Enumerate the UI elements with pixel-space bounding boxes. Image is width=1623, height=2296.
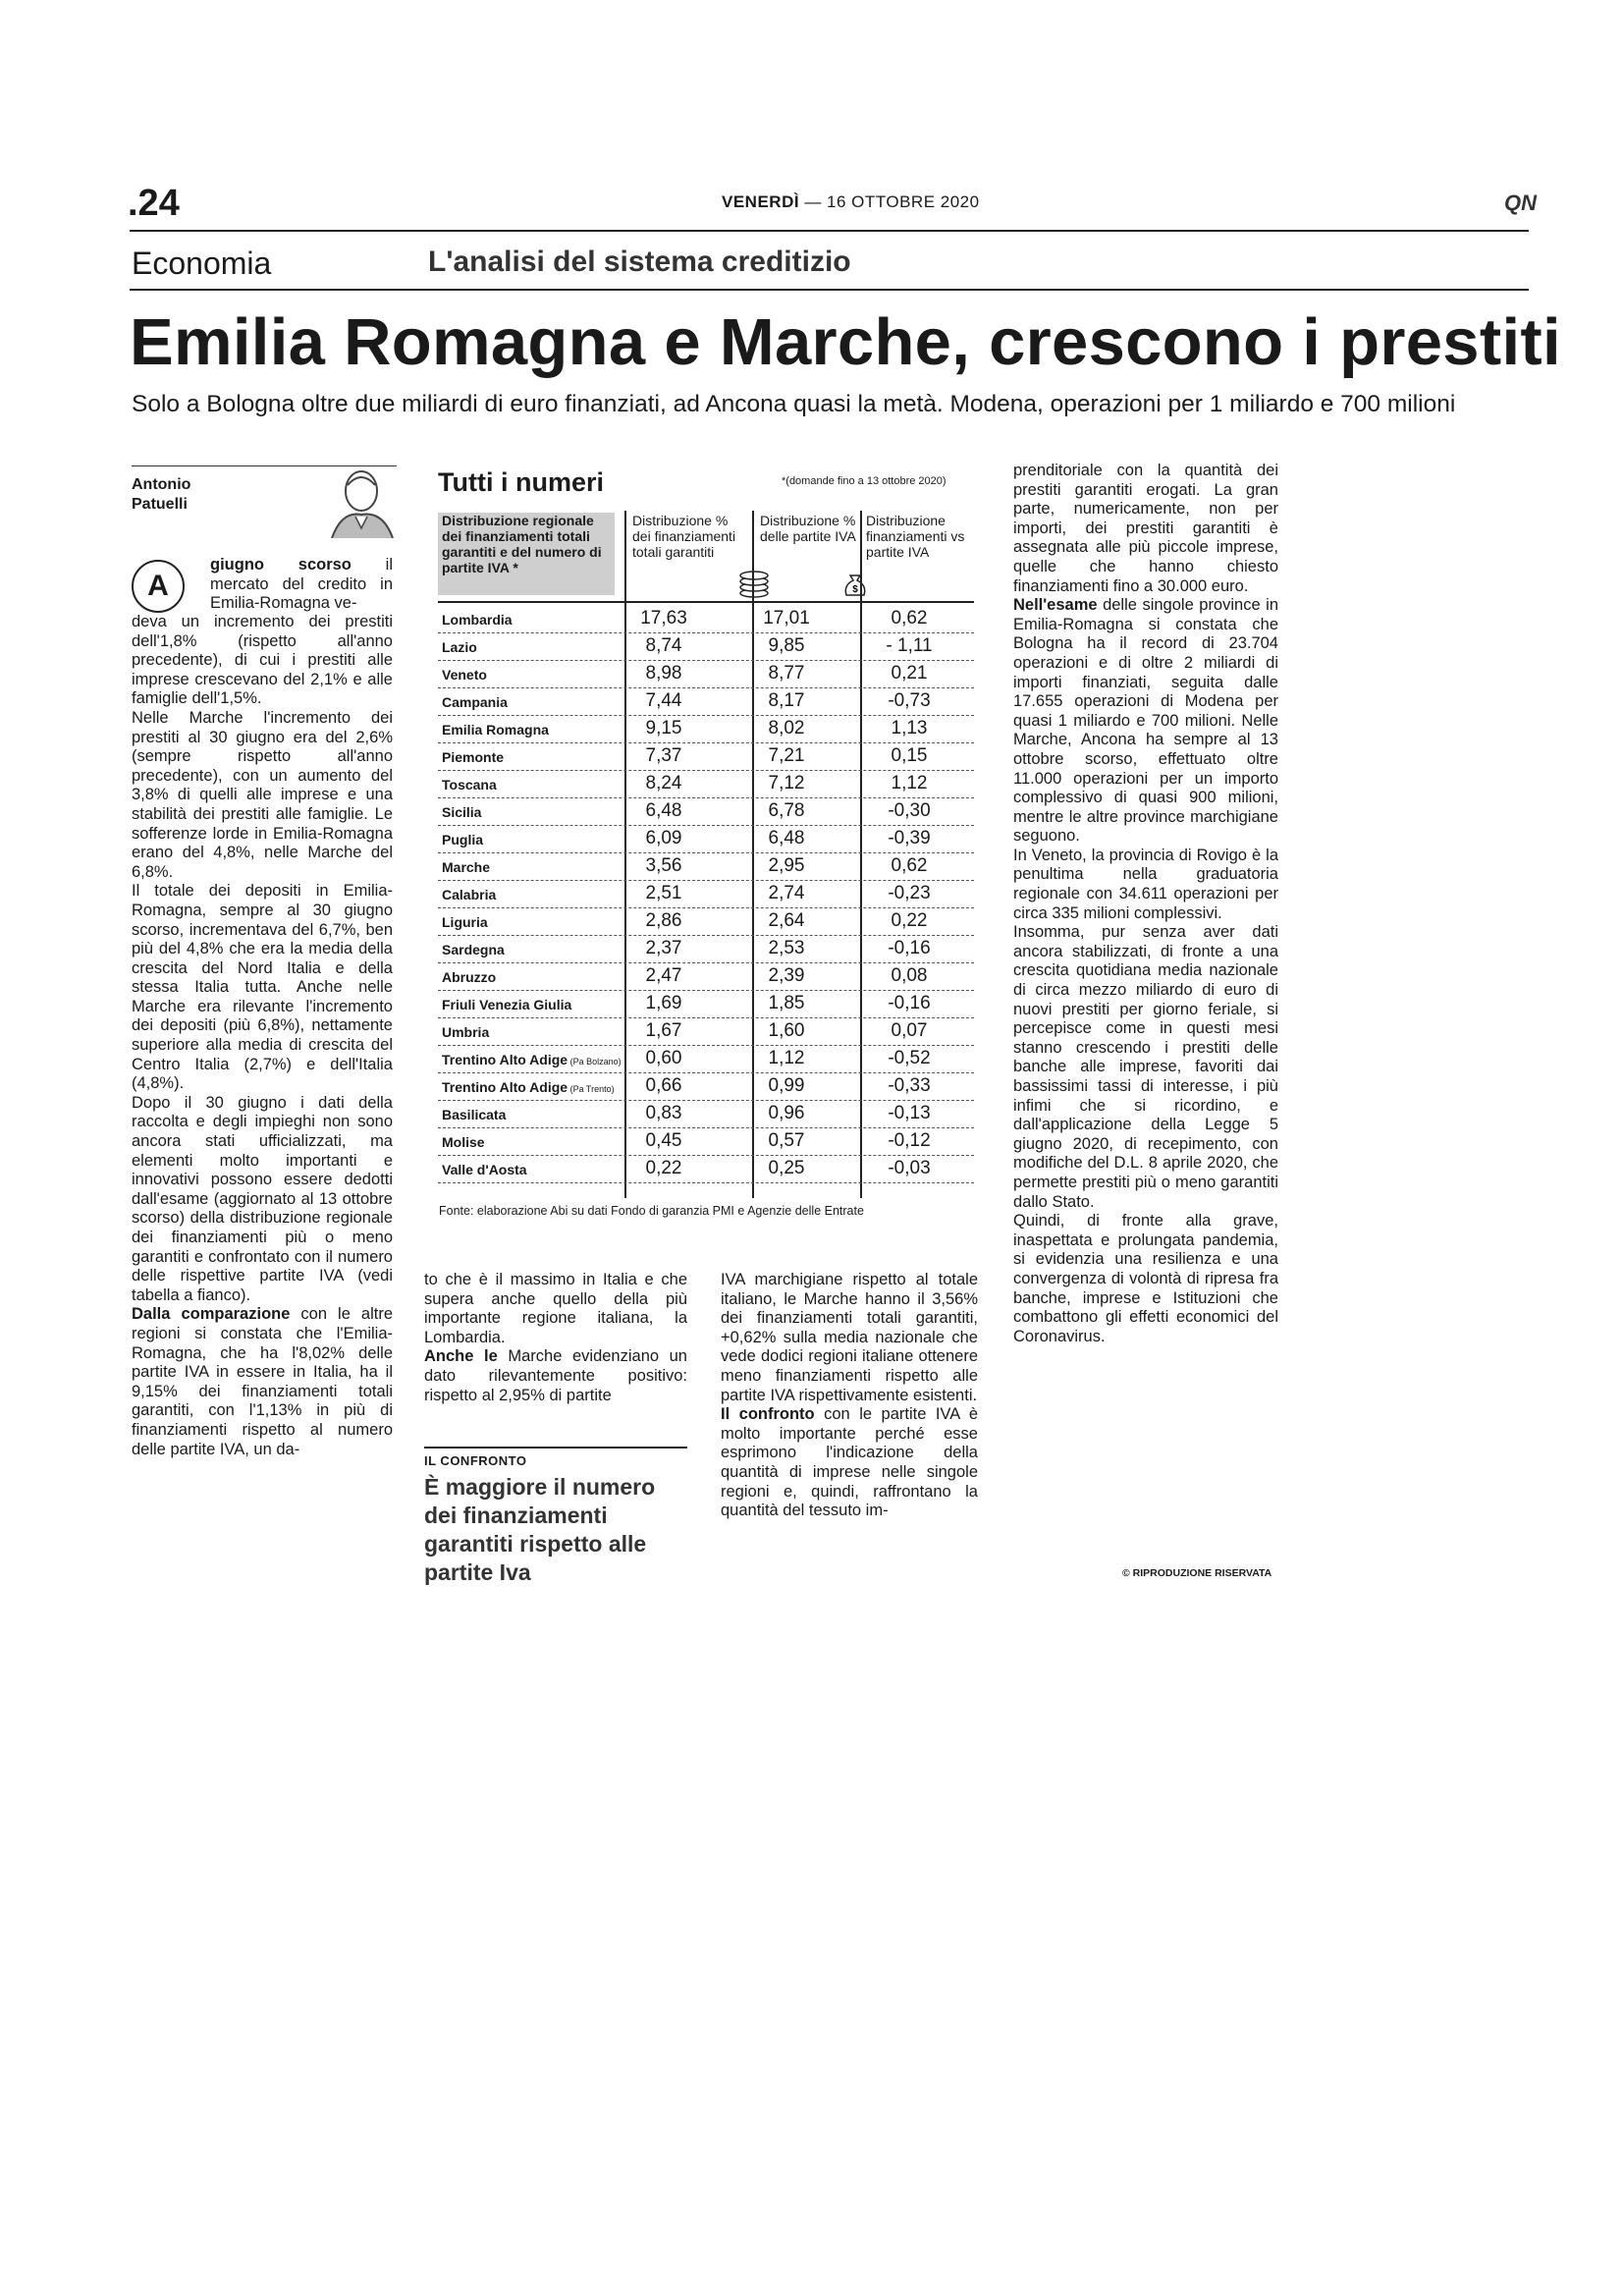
- row-diff: - 1,11: [886, 635, 933, 656]
- table-header-col-a: Distribuzione % dei finanziamenti totali garantiti: [632, 513, 736, 560]
- row-diff: -0,16: [888, 993, 931, 1013]
- row-diff: 0,15: [891, 745, 928, 766]
- row-region: Umbria: [442, 1024, 490, 1040]
- row-region: Emilia Romagna: [442, 722, 549, 738]
- row-fin-pct: 17,63: [640, 608, 687, 629]
- row-fin-pct: 8,98: [645, 663, 682, 683]
- row-region: Friuli Venezia Giulia: [442, 997, 572, 1012]
- row-iva-pct: 8,02: [768, 718, 805, 738]
- qn-logo-icon: [1502, 189, 1557, 216]
- row-fin-pct: 0,45: [645, 1130, 682, 1151]
- row-fin-pct: 0,22: [645, 1158, 682, 1178]
- row-fin-pct: 6,48: [645, 800, 682, 821]
- row-diff: -0,73: [888, 690, 931, 711]
- col4-p2: Nell'esame delle singole province in Emilia-Romagna si constata che Bologna ha il record di 23.704 operazioni e di oltre 2 miliardi di importi finanziati, seguita dalle 17.655 operazioni di Modena per quasi 1 miliardo e 700 milioni. Nelle Marche, Ancona ha sempre al 13 ottobre scorso, effettuato oltre 11.000 operazioni per un importo complessivo di quasi 900 milioni, mentre le altre province marchigiane seguono.: [1013, 596, 1278, 846]
- col4-p3: In Veneto, la provincia di Rovigo è la penultima nella graduatoria regionale con 34.611 operazioni per circa 335 milioni complessivi.: [1013, 846, 1278, 922]
- row-fin-pct: 9,15: [645, 718, 682, 738]
- header-rule: [130, 289, 1529, 291]
- row-iva-pct: 1,85: [768, 993, 805, 1013]
- row-iva-pct: 6,48: [768, 828, 805, 848]
- box-title: È maggiore il numero dei finanziamenti garantiti rispetto alle partite Iva: [424, 1474, 656, 1585]
- box-label: IL CONFRONTO: [424, 1453, 527, 1468]
- row-fin-pct: 8,74: [645, 635, 682, 656]
- row-fin-pct: 1,69: [645, 993, 682, 1013]
- table-header-region: Distribuzione regionale dei finanziamenti totali garantiti e del numero di partite IVA *: [442, 513, 602, 575]
- article-column-4: [1013, 462, 1278, 1346]
- col1-p3: Il totale dei depositi in Emilia-Romagna, sempre al 30 giugno scorso, incrementava del 6,7%, ben più del 4,8% che era la media della crescita del Nord Italia e della stessa Italia tutta. Anche nelle Marche era rilevante l'incremento dei depositi (più 6,8%), nettamente superiore alla media di crescita del Centro Italia (2,7%) e dell'Italia (4,8%).: [132, 882, 393, 1093]
- col1-p4: Dopo il 30 giugno i dati della raccolta e degli impieghi non sono ancora stati ufficializzati, ma elementi molto importanti e innovativi possono essere dedotti dall'esame (aggiornato al 13 ottobre scorso) della distribuzione regionale dei finanziamenti più o meno garantiti e confrontato con il numero delle rispettive partite IVA (vedi tabella a fianco).: [132, 1093, 393, 1304]
- row-iva-pct: 2,64: [768, 910, 805, 931]
- col4-p1: prenditoriale con la quantità dei prestiti garantiti erogati. La gran parte, numericamente, non per importi, dei prestiti garantiti è assegnata alle più piccole imprese, quelle che hanno chiesto finanziamenti fino a 30.000 euro.: [1013, 462, 1278, 595]
- row-iva-pct: 0,25: [768, 1158, 805, 1178]
- row-fin-pct: 0,60: [645, 1048, 682, 1068]
- row-iva-pct: 0,99: [768, 1075, 805, 1096]
- row-iva-pct: 8,17: [768, 690, 805, 711]
- row-diff: 0,62: [891, 855, 928, 876]
- table-row: [438, 687, 974, 716]
- row-diff: 0,62: [891, 608, 928, 629]
- table-row: [438, 742, 974, 771]
- row-diff: -0,13: [888, 1103, 931, 1123]
- table-row: [438, 715, 974, 743]
- row-fin-pct: 7,44: [645, 690, 682, 711]
- row-diff: -0,12: [888, 1130, 931, 1151]
- col2-p1: to che è il massimo in Italia e che supera anche quello della più importante regione italiana, la Lombardia.: [424, 1271, 687, 1346]
- row-diff: -0,52: [888, 1048, 931, 1068]
- article-column-1: [132, 613, 393, 1459]
- row-iva-pct: 7,12: [768, 773, 805, 793]
- row-iva-pct: 2,74: [768, 883, 805, 903]
- row-iva-pct: 0,57: [768, 1130, 805, 1151]
- table-row: [438, 797, 974, 826]
- row-iva-pct: 9,85: [768, 635, 805, 656]
- row-region: Liguria: [442, 914, 488, 930]
- author-last-name: Patuelli: [132, 496, 188, 513]
- row-iva-pct: 1,60: [768, 1020, 805, 1041]
- row-region: Marche: [442, 859, 491, 875]
- kicker: L'analisi del sistema creditizio: [428, 246, 851, 278]
- row-fin-pct: 2,51: [645, 883, 682, 903]
- col4-p5: Quindi, di fronte alla grave, inaspettata e prolungata pandemia, si evidenzia una resilienza e una convergenza di volontà di ripresa fra banche, imprese e Istituzioni che combattono gli effetti economici del Coronavirus.: [1013, 1212, 1278, 1345]
- author-first-name: Antonio: [132, 476, 191, 493]
- row-diff: 0,08: [891, 965, 928, 986]
- masthead-rule: [130, 230, 1529, 232]
- row-region: Veneto: [442, 667, 487, 683]
- table-row: [438, 907, 974, 936]
- drop-cap: A: [132, 560, 185, 613]
- row-iva-pct: 7,21: [768, 745, 805, 766]
- table-row: [438, 1155, 974, 1183]
- row-fin-pct: 2,86: [645, 910, 682, 931]
- issue-date-rest: — 16 OTTOBRE 2020: [804, 192, 980, 211]
- table-row: [438, 962, 974, 991]
- table-row: [438, 990, 974, 1018]
- table-row: [438, 1127, 974, 1156]
- row-fin-pct: 7,37: [645, 745, 682, 766]
- table-row: [438, 825, 974, 853]
- row-fin-pct: 2,47: [645, 965, 682, 986]
- author-byline: [132, 475, 328, 515]
- money-bag-icon: [840, 570, 870, 599]
- row-region: Trentino Alto Adige (Pa Trento): [442, 1079, 615, 1095]
- table-row: [438, 1045, 974, 1073]
- col4-p4: Insomma, pur senza aver dati ancora stabilizzati, di fronte a una crescita quotidiana media nazionale di circa mezzo miliardo di euro di nuovi prestiti per giorno feriale, si percepisce come in questi mesi stanno crescendo i prestiti delle banche alle imprese, favoriti dai bassissimi tassi di interesse, i più infimi che si ricordino, e dall'applicazione della Legge 5 giugno 2020, di recepimento, con modifiche del D.L. 8 aprile 2020, che permette prestiti più o meno garantiti dallo Stato.: [1013, 923, 1278, 1211]
- row-iva-pct: 2,53: [768, 938, 805, 958]
- row-diff: -0,03: [888, 1158, 931, 1178]
- row-iva-pct: 17,01: [763, 608, 810, 629]
- issue-weekday: VENERDÌ: [722, 192, 800, 211]
- row-region: Basilicata: [442, 1107, 507, 1122]
- headline: Emilia Romagna e Marche, crescono i prestiti: [130, 305, 1561, 379]
- page-number: .24: [128, 183, 180, 224]
- row-region: Abruzzo: [442, 969, 497, 985]
- row-fin-pct: 0,83: [645, 1103, 682, 1123]
- col1-lead: giugno scorso il mercato del credito in Emilia-Romagna ve-: [210, 556, 393, 613]
- coins-stack-icon: [734, 570, 774, 599]
- row-diff: -0,39: [888, 828, 931, 848]
- qn-logo-text: QN: [1504, 191, 1537, 215]
- subheadline: Solo a Bologna oltre due miliardi di euro finanziati, ad Ancona quasi la metà. Modena, operazioni per 1 miliardo e 700 milioni: [132, 391, 1456, 417]
- issue-date: [722, 192, 980, 212]
- row-region: Sardegna: [442, 942, 505, 957]
- col3-p2: Il confronto con le partite IVA è molto importante perché esse esprimono l'indicazione della quantità di imprese nelle singole regioni e, quindi, raffrontano la quantità del tessuto im-: [721, 1405, 978, 1520]
- row-fin-pct: 3,56: [645, 855, 682, 876]
- box-rule: [424, 1447, 687, 1449]
- table-row: [438, 1072, 974, 1101]
- row-iva-pct: 2,95: [768, 855, 805, 876]
- row-region: Molise: [442, 1134, 485, 1150]
- row-diff: -0,16: [888, 938, 931, 958]
- table-title: Tutti i numeri: [438, 467, 604, 497]
- article-column-1-lead: [210, 556, 393, 614]
- row-region-sub: (Pa Bolzano): [568, 1057, 622, 1066]
- row-diff: 0,07: [891, 1020, 928, 1041]
- table-note: *(domande fino a 13 ottobre 2020): [782, 475, 947, 487]
- section-name: Economia: [132, 246, 272, 281]
- table-row: [438, 1100, 974, 1128]
- row-region: Lombardia: [442, 612, 513, 628]
- row-diff: 1,12: [891, 773, 928, 793]
- col1-p5: Dalla comparazione con le altre regioni si constata che l'Emilia-Romagna, che ha l'8,02% delle partite IVA in essere in Italia, ha il 9,15% dei finanziamenti totali garantiti, con l'1,13% in più di finanziamenti rispetto al numero delle partite IVA, un da-: [132, 1305, 393, 1458]
- copyright-notice: © RIPRODUZIONE RISERVATA: [1122, 1567, 1272, 1579]
- svg-text:$: $: [852, 584, 858, 595]
- row-region: Lazio: [442, 639, 477, 655]
- row-region: Campania: [442, 694, 508, 710]
- row-region-sub: (Pa Trento): [568, 1084, 615, 1094]
- table-row: [438, 935, 974, 963]
- row-diff: -0,23: [888, 883, 931, 903]
- row-iva-pct: 1,12: [768, 1048, 805, 1068]
- table-header-rule: [438, 601, 974, 603]
- row-region: Calabria: [442, 887, 497, 902]
- table-row: [438, 852, 974, 881]
- row-diff: 0,22: [891, 910, 928, 931]
- col1-p1: deva un incremento dei prestiti dell'1,8% (rispetto all'anno precedente), di cui i prestiti alle imprese crescevano del 2,1% e alle famiglie dell'1,5%.: [132, 613, 393, 708]
- row-iva-pct: 0,96: [768, 1103, 805, 1123]
- table-row: [438, 632, 974, 661]
- row-fin-pct: 6,09: [645, 828, 682, 848]
- row-fin-pct: 8,24: [645, 773, 682, 793]
- table-header-col-b: Distribuzione % delle partite IVA: [760, 513, 856, 544]
- author-portrait-icon: [312, 460, 401, 538]
- table-row: [438, 1017, 974, 1046]
- row-region: Trentino Alto Adige (Pa Bolzano): [442, 1052, 622, 1067]
- row-region: Toscana: [442, 777, 497, 793]
- article-column-3: [721, 1271, 978, 1521]
- col1-p2: Nelle Marche l'incremento dei prestiti al 30 giugno era del 2,6% (sempre rispetto all'anno precedente), con un aumento del 3,8% di quelli alle imprese e una stabilità dei prestiti alle famiglie. Le sofferenze lorde in Emilia-Romagna erano del 4,8%, nelle Marche del 6,8%.: [132, 708, 393, 881]
- row-region: Piemonte: [442, 749, 505, 765]
- row-fin-pct: 0,66: [645, 1075, 682, 1096]
- table-row: [438, 770, 974, 798]
- row-diff: 0,21: [891, 663, 928, 683]
- row-iva-pct: 6,78: [768, 800, 805, 821]
- article-column-2: [424, 1271, 687, 1405]
- row-fin-pct: 2,37: [645, 938, 682, 958]
- table-header-col-c: Distribuzione finanziamenti vs partite IVA: [866, 513, 965, 560]
- row-diff: -0,33: [888, 1075, 931, 1096]
- row-iva-pct: 8,77: [768, 663, 805, 683]
- row-diff: -0,30: [888, 800, 931, 821]
- row-fin-pct: 1,67: [645, 1020, 682, 1041]
- col3-p1: IVA marchigiane rispetto al totale italiano, le Marche hanno il 3,56% dei finanziamenti totali garantiti, +0,62% sulla media nazionale che vede dodici regioni italiane ottenere meno finanziamenti rispetto alle partite IVA rispettivamente esistenti.: [721, 1271, 978, 1404]
- table-row: [438, 880, 974, 908]
- col2-p2: Anche le Marche evidenziano un dato rilevantemente positivo: rispetto al 2,95% di partite: [424, 1347, 687, 1404]
- table-row: [438, 605, 974, 633]
- row-diff: 1,13: [891, 718, 928, 738]
- table-source: Fonte: elaborazione Abi su dati Fondo di garanzia PMI e Agenzie delle Entrate: [439, 1204, 864, 1218]
- row-region: Valle d'Aosta: [442, 1162, 527, 1177]
- row-iva-pct: 2,39: [768, 965, 805, 986]
- table-row: [438, 660, 974, 688]
- row-region: Puglia: [442, 832, 484, 847]
- row-region: Sicilia: [442, 804, 482, 820]
